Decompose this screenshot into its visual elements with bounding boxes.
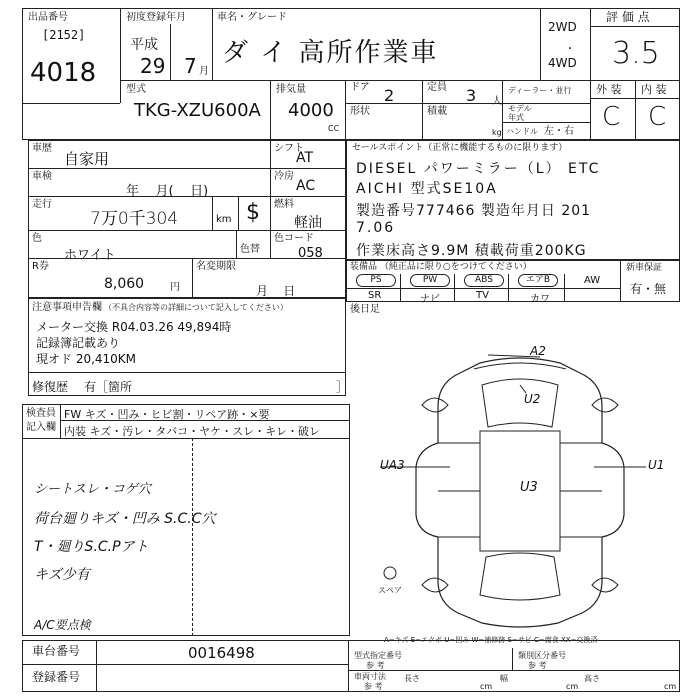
new-car-warranty-label: 新車保証: [626, 263, 663, 273]
displacement-value: 4000: [288, 100, 334, 121]
inspector-label-2: 記入欄: [26, 422, 56, 433]
displacement-unit: CC: [328, 124, 340, 133]
sales-points-label: セールスポイント（正常に機能するものに限ります）: [352, 143, 568, 153]
notes-line-2: 記録簿記載あり: [36, 336, 121, 350]
shape-label: 形状: [350, 106, 370, 117]
length-unit: cm: [480, 682, 493, 691]
drive-separator: ・: [565, 44, 575, 55]
length-label: 長さ: [404, 674, 420, 683]
inspector-label-1: 検査員: [26, 408, 56, 419]
int-grade-label: 内 装: [641, 83, 667, 96]
mileage-mark: $: [246, 200, 260, 225]
reg-date-label: 初度登録年月: [126, 12, 186, 23]
equip-abs: ABS: [464, 274, 504, 287]
sales-line-4: 7.06: [356, 220, 396, 236]
ac-value: AC: [296, 178, 316, 194]
handwritten-note-2: 荷台廻りキズ・凹み S.C.C穴: [34, 511, 216, 527]
int-grade: C: [648, 102, 667, 132]
mark-u3: U3: [520, 480, 538, 495]
history-value: 自家用: [64, 150, 110, 168]
lot-number: 4018: [30, 58, 97, 88]
expiry-label: 名変期限: [196, 261, 236, 272]
model-label: 型式: [126, 84, 146, 95]
mileage-label: 走行: [32, 199, 52, 210]
reg-year: 29: [140, 54, 166, 78]
shift-value: AT: [296, 150, 314, 166]
height-unit: cm: [664, 682, 677, 691]
handwritten-note-4: キズ少有: [34, 567, 90, 583]
equip-navi: ナビ: [420, 294, 440, 305]
handle-value: 左・右: [544, 126, 574, 137]
dealer-label: ディーラー・並行: [508, 86, 572, 95]
notes-sub-label: （不具合内容等の詳細について記入してください）: [104, 303, 288, 312]
model-designation-label: 型式指定番号: [354, 651, 402, 660]
size-label: 車両寸法: [354, 672, 386, 681]
color-change-label: 色替: [240, 244, 260, 255]
height-label: 高さ: [584, 674, 600, 683]
car-name-label: 車名・グレード: [217, 12, 287, 23]
recycle-label: R券: [32, 261, 49, 272]
expiry-value: 月 日: [256, 284, 296, 298]
equip-airbag: エアB: [518, 274, 558, 287]
handle-label: ハンドル: [506, 127, 538, 136]
history-label: 車歴: [32, 143, 52, 154]
warranty-value: 有・無: [630, 282, 667, 296]
repair-history: 修復歴: [32, 380, 69, 394]
model-year-label: モデル 年式: [508, 104, 532, 122]
door-value: 2: [384, 86, 395, 105]
equip-sr: SR: [368, 290, 382, 301]
spare-label: スペア: [378, 586, 402, 595]
width-label: 幅: [500, 674, 508, 683]
equip-pw: PW: [410, 274, 450, 287]
category-label: 類別区分番号: [518, 651, 566, 660]
equip-tv: TV: [476, 290, 489, 301]
footer-block: [22, 640, 680, 692]
equip-ps: PS: [356, 274, 396, 287]
color-value: ホワイト: [64, 248, 116, 263]
inspector-int-row: 内装 キズ・汚レ・タバコ・ヤケ・スレ・キレ・破レ: [64, 425, 321, 438]
inspection-value: 年 月( 日): [126, 184, 209, 199]
load-unit: kg: [492, 128, 502, 137]
notes-line-1: メーター交換 R04.03.26 49,894時: [36, 320, 232, 334]
eval-label: 評 価 点: [606, 10, 650, 24]
eval-score: 3.5: [612, 36, 660, 71]
fuel-value: 軽油: [294, 215, 322, 231]
sales-line-2: AICHI 型式SE10A: [356, 181, 498, 197]
mark-u2: U2: [524, 392, 541, 406]
chassis-label: 車台番号: [32, 644, 81, 658]
handwritten-note-3: T・廻りS.C.Pアト: [34, 539, 149, 555]
car-name: ダ イ 高所作業車: [222, 38, 439, 68]
mileage-unit: km: [216, 214, 232, 225]
ext-grade-label: 外 装: [596, 83, 622, 96]
mark-u1: U1: [648, 458, 665, 472]
ac-label: 冷房: [274, 171, 294, 182]
door-label: ドア: [350, 82, 370, 93]
drive-4wd: 4WD: [548, 56, 577, 70]
capacity-value: 3: [466, 86, 477, 105]
handwritten-note-5: A/C要点検: [34, 618, 91, 632]
ext-grade: C: [602, 102, 621, 132]
damage-legend: A−キズ E−エクボ U−凹み W−補修跡 S−サビ C−腐食 XX−交換済: [384, 636, 598, 644]
color-label: 色: [32, 233, 42, 244]
load-label: 積載: [427, 106, 447, 117]
chassis-number: 0016498: [188, 644, 255, 662]
color-code-label: 色コード: [274, 233, 314, 244]
ref-3: 参 考: [364, 682, 383, 691]
fuel-label: 燃料: [274, 199, 294, 210]
color-code-value: 058: [298, 246, 323, 261]
sales-line-5: 作業床高さ9.9M 積載荷重200KG: [356, 243, 587, 259]
inspection-label: 車検: [32, 171, 52, 182]
reg-month: 7: [184, 54, 197, 78]
inspector-ext-row: FW キズ・凹み・ヒビ割・リペア跡・×要: [64, 408, 270, 421]
rear-label: 後日足: [350, 304, 380, 315]
handwritten-note-1: シートスレ・コゲ穴: [34, 482, 151, 497]
ref-1: 参 考: [366, 661, 385, 670]
equip-leather: カワ: [530, 294, 550, 305]
model-value: TKG-XZU600A: [134, 100, 261, 121]
recycle-value: 8,060: [104, 276, 145, 292]
displacement-label: 排気量: [276, 84, 306, 95]
reg-era: 平成: [130, 37, 158, 53]
equip-aw: AW: [584, 275, 601, 286]
width-unit: cm: [566, 682, 579, 691]
repair-close: ］: [336, 380, 349, 394]
recycle-unit: 円: [170, 282, 180, 293]
lot-label: 出品番号: [28, 12, 68, 23]
capacity-unit: 人: [492, 96, 502, 107]
drive-2wd: 2WD: [548, 20, 577, 34]
ref-2: 参 考: [528, 661, 547, 670]
lot-bracket: [2152]: [42, 28, 86, 42]
sales-line-3: 製造番号777466 製造年月日 201: [356, 203, 592, 219]
mark-a2: A2: [530, 344, 546, 358]
notes-label: 注意事項申告欄: [32, 302, 102, 313]
mark-ua3: UA3: [380, 458, 405, 472]
mileage-value: 7万0千304: [90, 209, 179, 229]
reg-month-unit: 月: [199, 66, 209, 77]
shift-label: シフト: [274, 143, 304, 154]
registration-label: 登録番号: [32, 670, 81, 684]
repair-value: 有［箇所: [84, 380, 133, 394]
equipment-label: 装備品 （純正品に限り○をつけてください）: [350, 262, 532, 272]
sales-line-1: DIESEL パワーミラー（L） ETC: [356, 161, 601, 177]
capacity-label: 定員: [427, 82, 447, 93]
notes-line-3: 現オド 20,410KM: [36, 352, 137, 366]
